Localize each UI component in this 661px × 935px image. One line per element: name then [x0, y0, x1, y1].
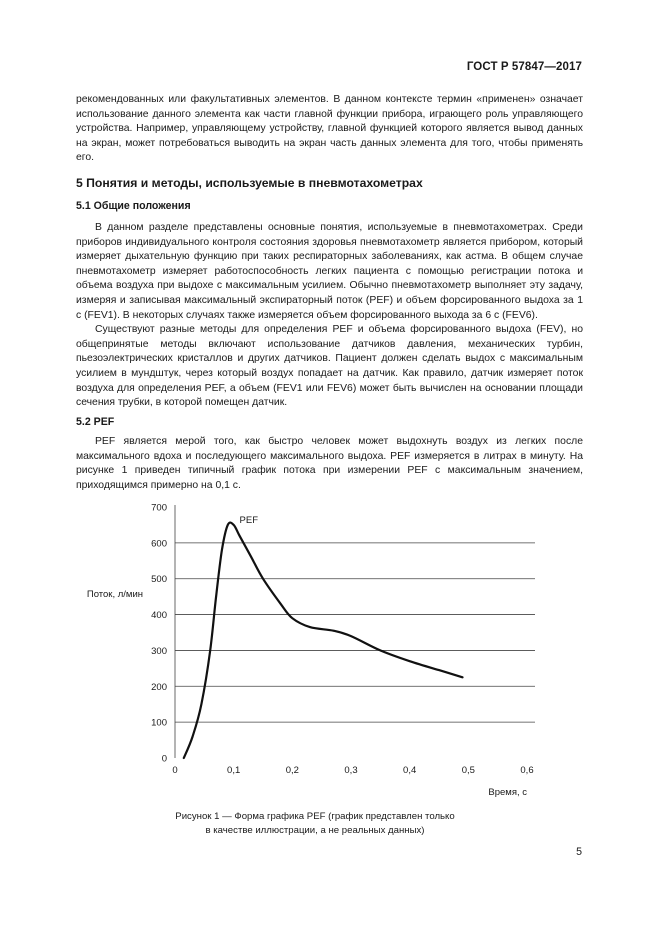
y-axis-label: Поток, л/мин	[86, 589, 143, 600]
x-axis-label: Время, с	[488, 787, 527, 798]
paragraph: рекомендованных или факультативных элементов. В данном контексте термин «применен» означает использование данного элемента как части главной функции прибора, играющего роль управляющего устройства. Например, управляющему устройству, главной функцией которого является вывод данных на экран, может потребоваться выводить на экран часть данных элемента для того, чтобы применять его.	[76, 94, 583, 164]
caption-line: Рисунок 1 — Форма графика PEF (график представлен только	[175, 811, 455, 822]
y-tick-label: 500	[151, 574, 167, 586]
pef-series-line	[184, 523, 463, 758]
y-tick-label: 200	[151, 681, 167, 693]
caption-line: в качестве иллюстрации, а не реальных данных)	[205, 824, 425, 836]
subsection-heading: 5.1 Общие положения	[76, 200, 191, 212]
y-tick-label: 600	[151, 538, 167, 550]
x-tick-label: 0,6	[520, 765, 534, 776]
y-tick-label: 300	[151, 645, 167, 657]
x-tick-label: 0,3	[344, 765, 358, 776]
x-tick-label: 0	[172, 765, 178, 776]
x-tick-label: 0,5	[461, 765, 475, 776]
section-heading: 5 Понятия и методы, используемые в пневмотахометрах	[76, 176, 423, 190]
standard-code: ГОСТ Р 57847—2017	[466, 61, 582, 73]
y-tick-label: 400	[151, 610, 167, 622]
figure-caption	[150, 810, 480, 837]
x-tick-label: 0,4	[403, 765, 417, 776]
page-number: 5	[576, 846, 582, 858]
paragraph: В данном разделе представлены основные понятия, используемые в пневмотахометрах. Среди приборов индивидуального контроля состояния здоровья пневмотахометр является прибором, который измеряет дыхательную функцию при таких респираторных заболеваниях, как астма. В общем случае пневмотахометр измеряет работоспособность легких пациента с помощью регистрации потока и объема воздуха при выдохе с максимальным усилием. Обычно пневмотахометр выполняет эту задачу, измеряя и записывая максимальный экспираторный поток (PEF) и объем форсированного выдоха за 1 с (FEV1). В некоторых случаях также измеряется объем форсированного выхода за 6 с (FEV6).	[76, 222, 583, 321]
y-tick-label: 100	[151, 717, 167, 729]
x-tick-label: 0,1	[227, 765, 241, 776]
paragraph: PEF является мерой того, как быстро человек может выдохнуть воздух из легких после максимального вдоха и последующего максимального выдоха. PEF измеряется в литрах в минуту. На рисунке 1 приведен типичный график потока при измерении PEF с максимальным значением, приходящимся примерно на 0,1 с.	[76, 436, 583, 491]
x-tick-label: 0,2	[285, 765, 299, 776]
paragraph: Существуют разные методы для определения PEF и объема форсированного выдоха (FEV), но общепринятые методы включают использование датчиков давления, механических турбин, пьезоэлектрических кристаллов и других датчиков. Пациент должен сделать выдох с максимальным усилием в мундштук, через который воздух попадает на датчик. Как правило, датчик измеряет поток воздуха для определения PEF, а объем (FEV1 или FEV6) может быть вычислен на основании площади сечения трубки, в которой помещен датчик.	[76, 324, 583, 409]
pef-annotation: PEF	[239, 515, 259, 527]
y-tick-label: 700	[151, 502, 167, 514]
subsection-heading: 5.2 PEF	[76, 416, 115, 428]
y-tick-label: 0	[161, 753, 167, 765]
